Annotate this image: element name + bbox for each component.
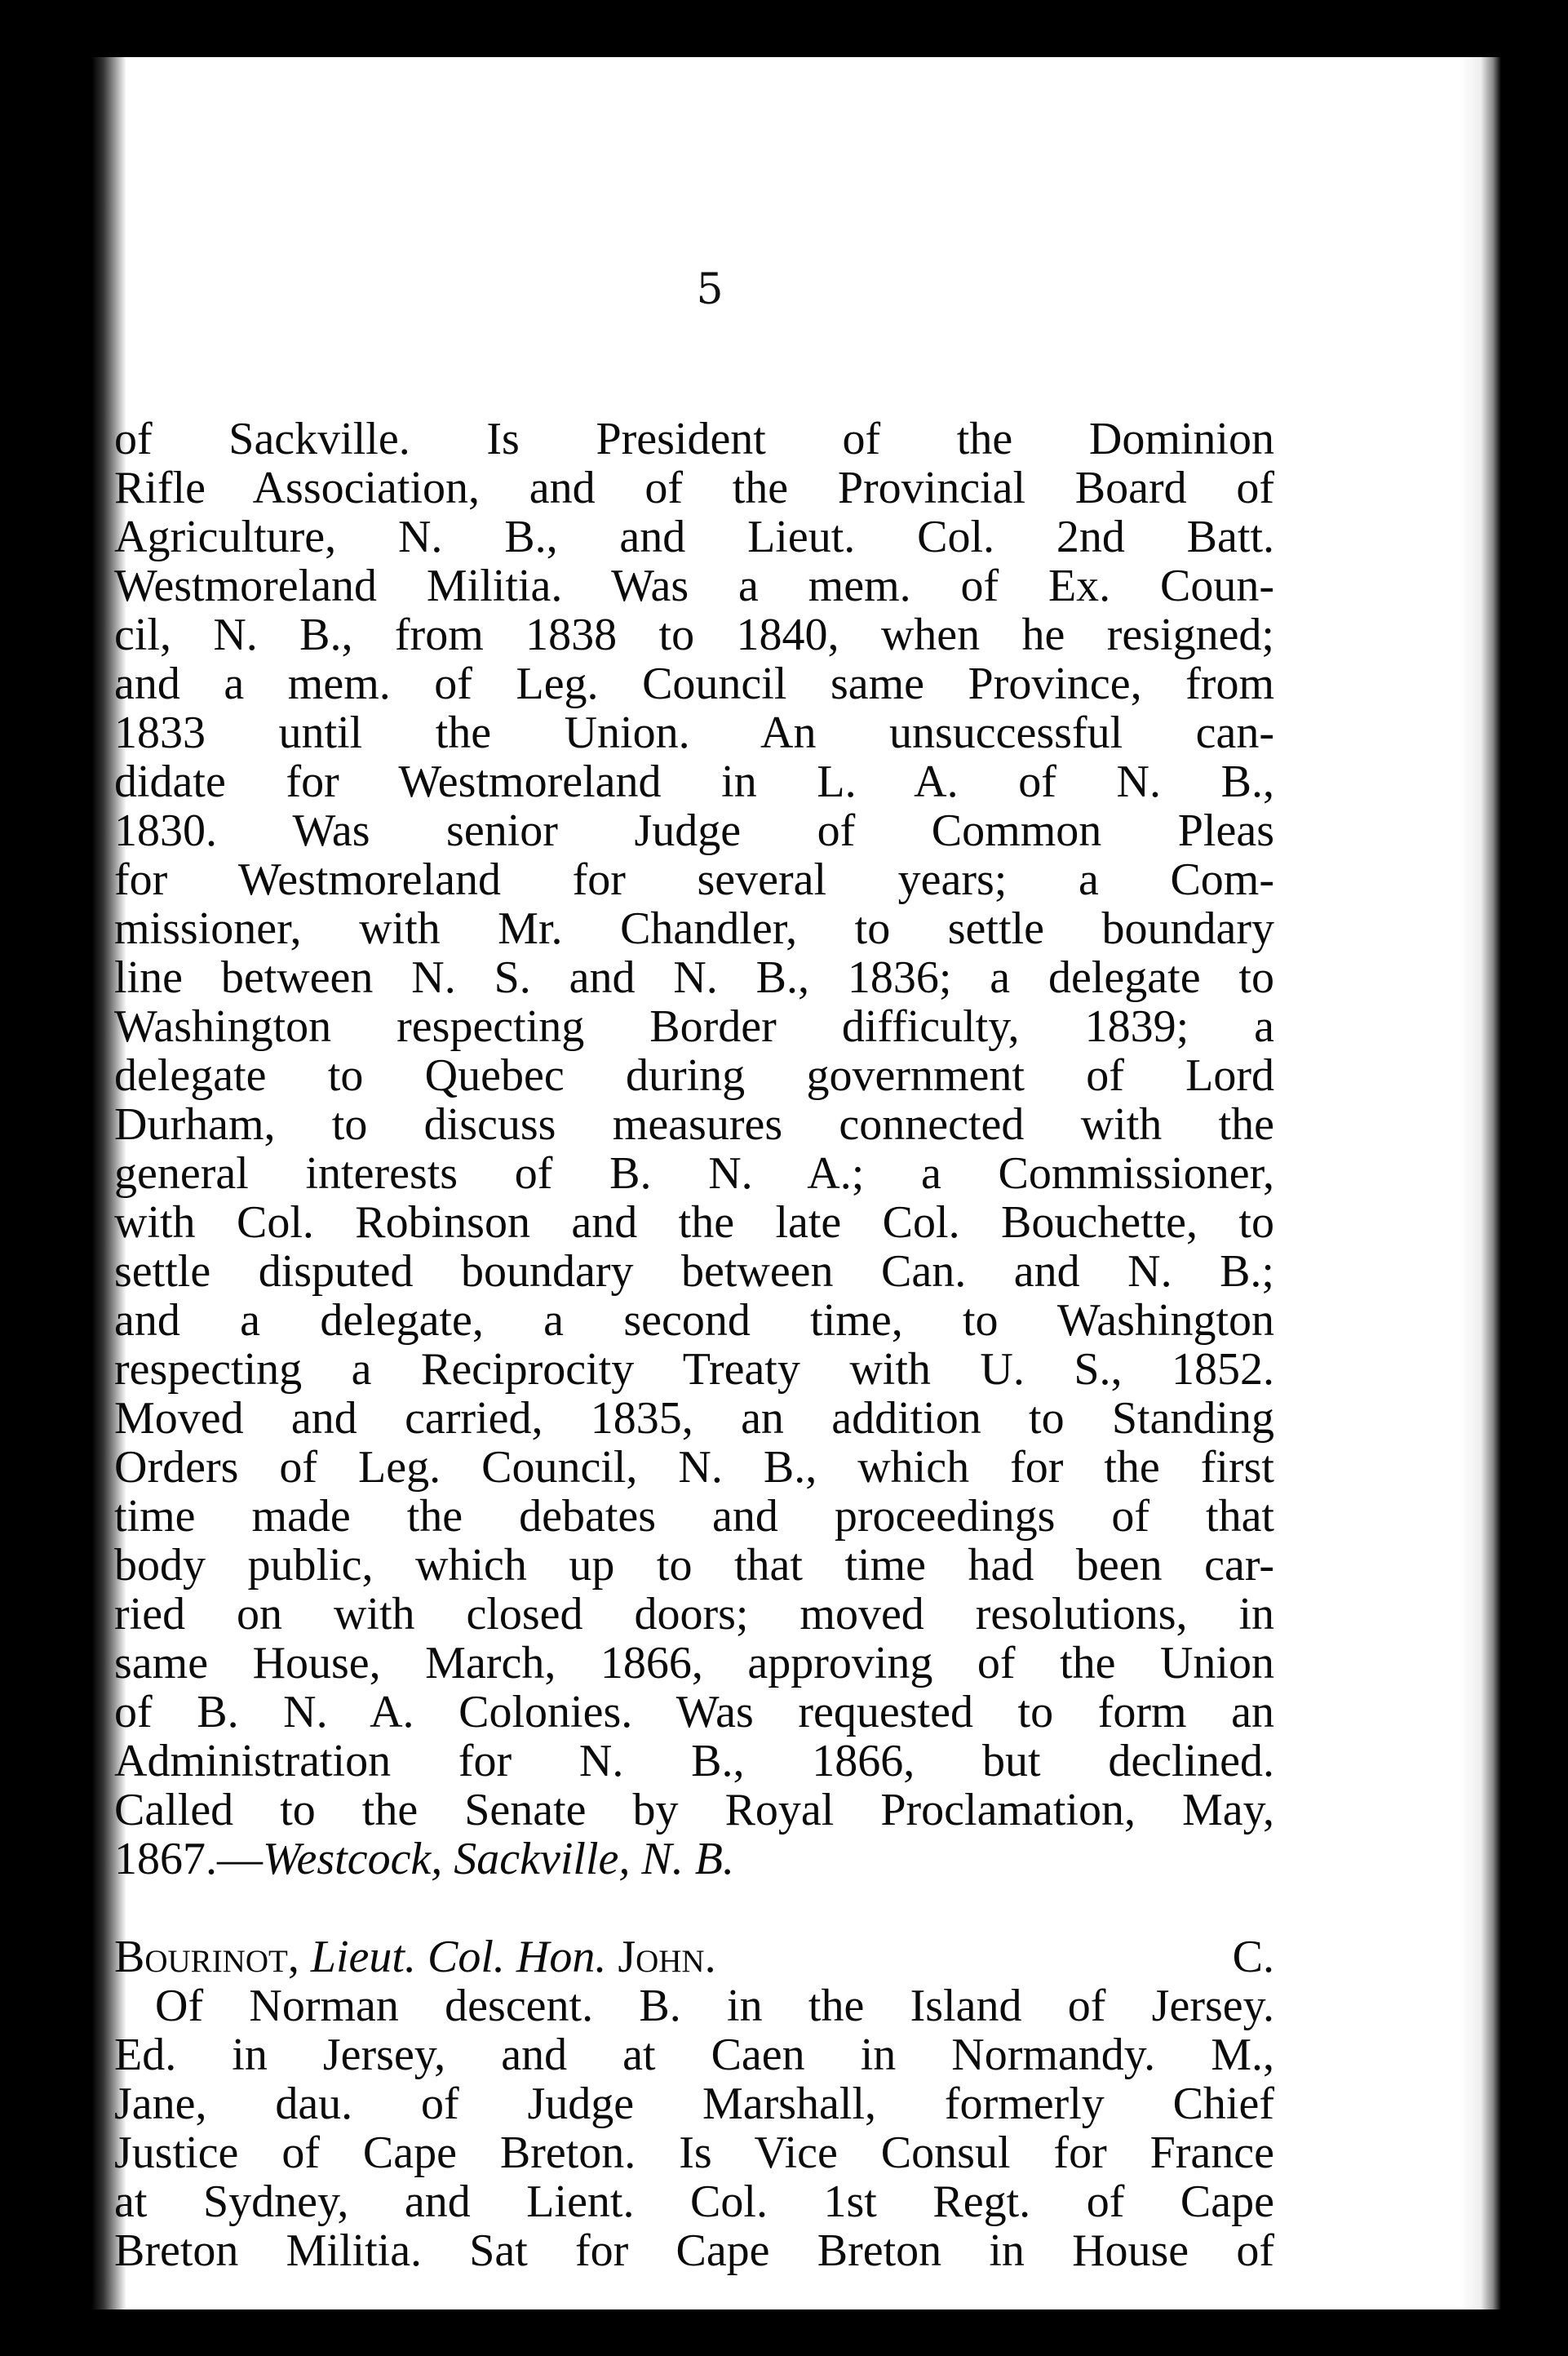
text-line: Westmoreland Militia. Was a mem. of Ex. Coun- — [114, 561, 1274, 611]
closing-year: 1867. — [114, 1834, 217, 1884]
biography-text — [114, 415, 1274, 2275]
entry-title: Lieut. Col. Hon. — [310, 1932, 607, 1982]
text-line: body public, which up to that time had been car- — [114, 1540, 1274, 1591]
text-line: Rifle Association, and of the Provincial Board of — [114, 463, 1274, 513]
text-line: cil, N. B., from 1838 to 1840, when he resigned; — [114, 610, 1274, 660]
entry-text-line: Ed. in Jersey, and at Caen in Normandy. M., — [114, 2030, 1274, 2080]
entry-text-line: at Sydney, and Lient. Col. 1st Regt. of Cape — [114, 2176, 1274, 2227]
text-line: time made the debates and proceedings of that — [114, 1491, 1274, 1542]
text-line: of B. N. A. Colonies. Was requested to form an — [114, 1687, 1274, 1737]
text-line: didate for Westmoreland in L. A. of N. B., — [114, 756, 1274, 807]
text-line: line between N. S. and N. B., 1836; a delegate to — [114, 952, 1274, 1003]
entry-text-line: Jane, dau. of Judge Marshall, formerly Chief — [114, 2079, 1274, 2129]
text-line: Called to the Senate by Royal Proclamation, May, — [114, 1785, 1274, 1835]
text-line: Moved and carried, 1835, an addition to Standing — [114, 1393, 1274, 1444]
text-line: Agriculture, N. B., and Lieut. Col. 2nd Batt. — [114, 512, 1274, 562]
book-page — [49, 57, 1501, 2309]
entry-heading — [114, 1932, 1274, 1981]
text-line: Durham, to discuss measures connected with the — [114, 1099, 1274, 1150]
closing-line — [114, 1835, 1274, 1883]
entry-given-name: John. — [618, 1932, 716, 1982]
closing-address: Westcock, Sackville, N. B. — [263, 1834, 734, 1884]
closing-dash: — — [217, 1834, 263, 1884]
entry-surname: Bourinot, — [114, 1932, 299, 1982]
entry-text-line: Justice of Cape Breton. Is Vice Consul for France — [114, 2127, 1274, 2178]
text-line: and a mem. of Leg. Council same Province, from — [114, 659, 1274, 709]
text-line: 1830. Was senior Judge of Common Pleas — [114, 805, 1274, 856]
text-line: with Col. Robinson and the late Col. Bouchette, to — [114, 1197, 1274, 1248]
text-line: Administration for N. B., 1866, but declined. — [114, 1736, 1274, 1786]
entry-gap — [114, 1883, 1274, 1932]
text-line: Orders of Leg. Council, N. B., which for the first — [114, 1442, 1274, 1493]
text-line: 1833 until the Union. An unsuccessful can- — [114, 708, 1274, 758]
entry-house-mark: C. — [1232, 1932, 1274, 1982]
text-line: settle disputed boundary between Can. and N. B.; — [114, 1246, 1274, 1297]
entry-text-line: Of Norman descent. B. in the Island of Jersey. — [155, 1981, 1274, 2031]
text-line: general interests of B. N. A.; a Commissioner, — [114, 1148, 1274, 1199]
text-line: of Sackville. Is President of the Dominion — [114, 414, 1274, 464]
text-line: for Westmoreland for several years; a Com- — [114, 854, 1274, 905]
entry-name — [114, 1932, 716, 1981]
text-line: respecting a Reciprocity Treaty with U. S., 1852. — [114, 1344, 1274, 1395]
text-line: ried on with closed doors; moved resolutions, in — [114, 1589, 1274, 1639]
page-edge — [1460, 57, 1501, 2309]
entry-text-line: Breton Militia. Sat for Cape Breton in House of — [114, 2225, 1274, 2276]
text-line: same House, March, 1866, approving of the Union — [114, 1638, 1274, 1688]
text-line: and a delegate, a second time, to Washington — [114, 1295, 1274, 1346]
text-line: Washington respecting Border difficulty, 1839; a — [114, 1001, 1274, 1052]
page-number: 5 — [696, 265, 724, 314]
text-line: missioner, with Mr. Chandler, to settle boundary — [114, 903, 1274, 954]
text-line: delegate to Quebec during government of Lord — [114, 1050, 1274, 1101]
